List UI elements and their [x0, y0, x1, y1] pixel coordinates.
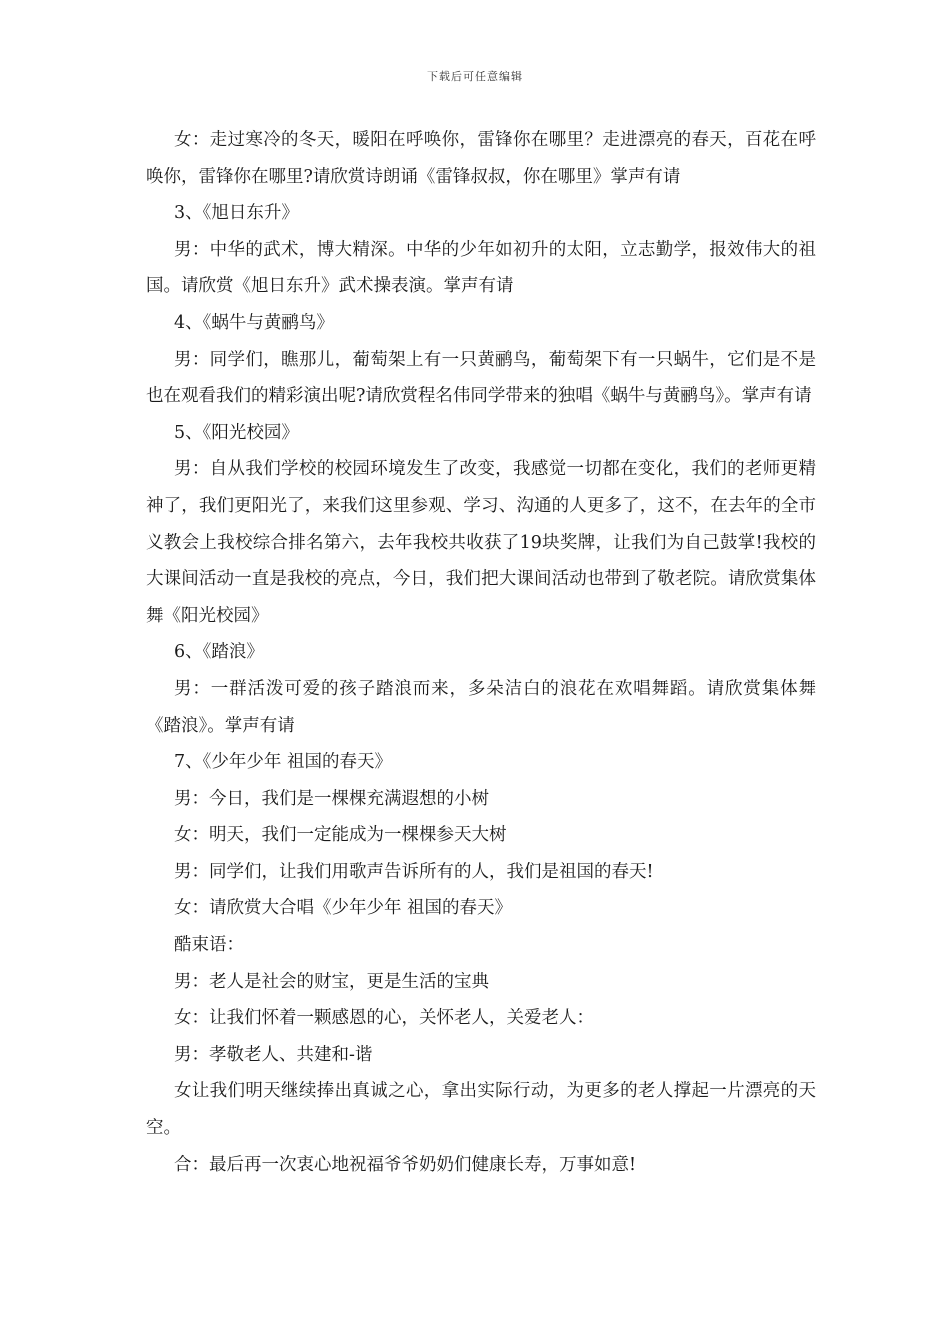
paragraph: 男：自从我们学校的校园环境发生了改变，我感觉一切都在变化，我们的老师更精神了，我们更阳光了，来我们这里参观、学习、沟通的人更多了，这不，在去年的全市义教会上我校综合排名第六，去年我校共收获了19块奖牌，让我们为自己鼓掌!我校的大课间活动一直是我校的亮点，今日，我们把大课间活动也带到了敬老院。请欣赏集体舞《阳光校园》 [146, 459, 816, 626]
paragraph: 男：同学们，让我们用歌声告诉所有的人，我们是祖国的春天! [174, 861, 654, 882]
section-heading: 5、《阳光校园》 [174, 422, 299, 443]
paragraph: 男：孝敬老人、共建和-谐 [174, 1044, 373, 1065]
section-heading: 酷束语： [174, 935, 244, 956]
document-body [146, 122, 816, 1183]
paragraph: 男：一群活泼可爱的孩子踏浪而来，多朵洁白的浪花在欢唱舞蹈。请欣赏集体舞《踏浪》。掌声有请 [146, 678, 816, 736]
paragraph: 女：明天，我们一定能成为一棵棵参天大树 [174, 825, 507, 846]
paragraph: 女：请欣赏大合唱《少年少年 祖国的春天》 [174, 898, 513, 919]
section-heading: 6、《踏浪》 [174, 642, 264, 663]
section-heading: 7、《少年少年 祖国的春天》 [174, 752, 392, 773]
paragraph: 男：中华的武术，博大精深。中华的少年如初升的太阳，立志勤学，报效伟大的祖国。请欣赏《旭日东升》武术操表演。掌声有请 [146, 239, 816, 297]
paragraph: 男：今日，我们是一棵棵充满遐想的小树 [174, 788, 489, 809]
paragraph: 男：老人是社会的财宝，更是生活的宝典 [174, 971, 489, 992]
paragraph: 男：同学们，瞧那儿，葡萄架上有一只黄鹂鸟，葡萄架下有一只蜗牛，它们是不是也在观看我们的精彩演出呢?请欣赏程名伟同学带来的独唱《蜗牛与黄鹂鸟》。掌声有请 [146, 349, 816, 407]
paragraph: 女：让我们怀着一颗感恩的心，关怀老人，关爱老人： [174, 1008, 594, 1029]
paragraph: 女让我们明天继续捧出真诚之心，拿出实际行动，为更多的老人撑起一片漂亮的天空。 [146, 1081, 816, 1139]
section-heading: 4、《蜗牛与黄鹂鸟》 [174, 312, 334, 333]
paragraph: 合：最后再一次衷心地祝福爷爷奶奶们健康长寿，万事如意! [174, 1154, 637, 1175]
page-header: 下载后可任意编辑 [427, 70, 523, 83]
section-heading: 3、《旭日东升》 [174, 203, 299, 224]
paragraph: 女：走过寒冷的冬天，暖阳在呼唤你，雷锋你在哪里？走进漂亮的春天，百花在呼唤你，雷锋你在哪里?请欣赏诗朗诵《雷锋叔叔，你在哪里》掌声有请 [146, 130, 816, 187]
